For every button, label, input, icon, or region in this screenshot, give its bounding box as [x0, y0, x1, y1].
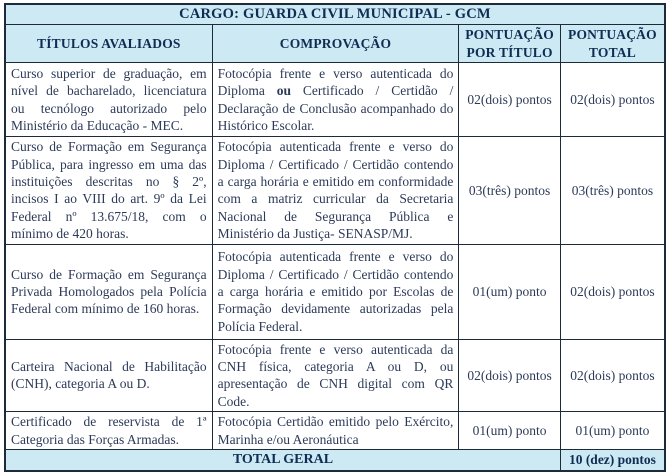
col-header-comprovacao: COMPROVAÇÃO: [212, 25, 459, 63]
total-label: TOTAL GERAL: [5, 450, 560, 471]
cell-pontuacao-total: 02(dois) pontos: [560, 339, 665, 412]
cell-pontuacao-por-titulo: 02(dois) pontos: [459, 63, 561, 137]
table-row: [5, 137, 665, 244]
total-value: 10 (dez) pontos: [560, 450, 665, 471]
col-header-titulos: TÍTULOS AVALIADOS: [5, 25, 212, 63]
comprovacao-text-bold: ou: [276, 83, 292, 99]
cell-titulo: Carteira Nacional de Habilitação (CNH), categoria A ou D.: [5, 339, 212, 412]
column-header-row: [5, 25, 665, 63]
cell-titulo: Curso de Formação em Segurança Privada Homologados pela Polícia Federal com mínimo de 160 horas.: [5, 244, 212, 339]
cell-pontuacao-por-titulo: 01(um) ponto: [459, 244, 561, 339]
comprovacao-text-post: Certificado / Certidão / Declaração de Conclusão acompanhado do Histórico Escolar.: [217, 83, 454, 134]
cell-pontuacao-total: 01(um) ponto: [560, 412, 665, 450]
cell-pontuacao-total: 02(dois) pontos: [560, 63, 665, 137]
cell-titulo: Certificado de reservista de 1ª Categoria das Forças Armadas.: [5, 412, 212, 450]
table-row: [5, 339, 665, 412]
cell-pontuacao-por-titulo: 03(três) pontos: [459, 137, 561, 244]
table-row: [5, 412, 665, 450]
cell-comprovacao: Fotocópia autenticada frente e verso do Diploma / Certificado / Certidão contendo a carga horária e emitido por Escolas de Formação devidamente autorizadas pela Polícia Federal.: [212, 244, 459, 339]
cell-pontuacao-total: 02(dois) pontos: [560, 244, 665, 339]
cell-comprovacao: Fotocópia autenticada frente e verso do Diploma / Certificado / Certidão contendo a carga horária e emitido em conformidade com a matriz curricular da Secretaria Nacional de Segurança Pública e Ministério da Justiça- SENASP/MJ.: [212, 137, 459, 244]
cell-pontuacao-por-titulo: 02(dois) pontos: [459, 339, 561, 412]
comprovacao-text-pre: Fotocópia frente e verso autenticada do Diploma: [217, 65, 454, 99]
cell-titulo: Curso de Formação em Segurança Pública, para ingresso em uma das instituições descritas no § 2º, incisos I ao VIII do art. 9º da Lei Federal nº 13.675/18, com o mínimo de 420 horas.: [5, 137, 212, 244]
table-row: [5, 244, 665, 339]
titles-evaluation-table: [4, 3, 666, 472]
table-title: CARGO: GUARDA CIVIL MUNICIPAL - GCM: [5, 4, 665, 25]
table-row: [5, 63, 665, 137]
cell-comprovacao: Fotocópia frente e verso autenticada da CNH física, categoria A ou D, ou apresentação de CNH digital com QR Code.: [212, 339, 459, 412]
table-title-row: [5, 4, 665, 25]
total-row: [5, 450, 665, 471]
cell-comprovacao: Fotocópia Certidão emitido pelo Exército, Marinha e/ou Aeronáutica: [212, 412, 459, 450]
col-header-pontuacao-total: PONTUAÇÃO TOTAL: [560, 25, 665, 63]
cell-pontuacao-total: 03(três) pontos: [560, 137, 665, 244]
col-header-pontuacao-por-titulo: PONTUAÇÃO POR TÍTULO: [459, 25, 561, 63]
cell-titulo: Curso superior de graduação, em nível de bacharelado, licenciatura ou tecnólogo autorizado pelo Ministério da Educação - MEC.: [5, 63, 212, 137]
cell-comprovacao: [212, 63, 459, 137]
cell-pontuacao-por-titulo: 01(um) ponto: [459, 412, 561, 450]
